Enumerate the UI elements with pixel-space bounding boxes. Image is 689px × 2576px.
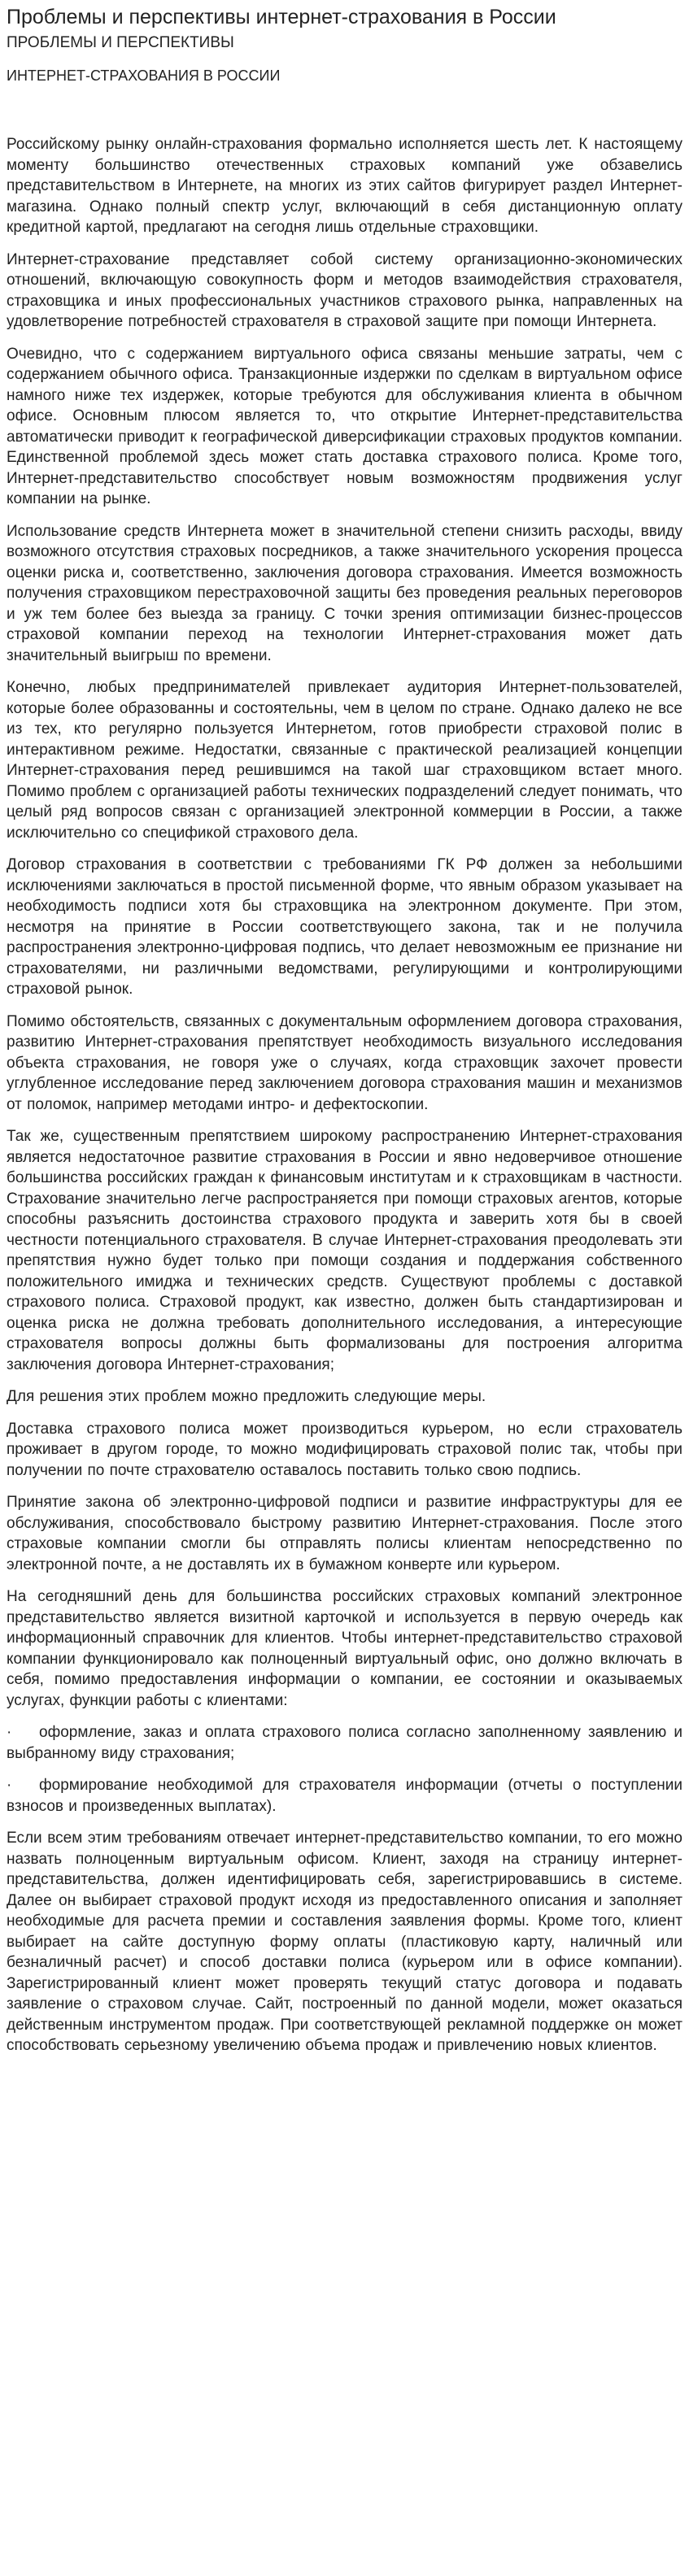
- paragraph: На сегодняшний день для большинства российских страховых компаний электронное представительство является визитной карточкой и используется в первую очередь как информационный справочник для клиентов. Чтобы интернет-представительство страховой компании функционировало как полноценный виртуальный офис, оно должно включать в себя, помимо предоставления информации о компании, ее состоянии и оказываемых услугах, функции работы с клиентами:: [7, 1588, 682, 1709]
- paragraph: Помимо обстоятельств, связанных с документальным оформлением договора страхования, развитию Интернет-страхования препятствует необходимость визуального исследования объекта страхования, не говоря уже о случаях, когда страховщик захочет провести углубленное исследование перед заключением договора страхования машин и механизмов от поломок, например методами интро- и дефектоскопии.: [7, 1012, 682, 1113]
- article-body: [7, 134, 682, 2056]
- article-subtitle-2: ИНТЕРНЕТ-СТРАХОВАНИЯ В РОССИИ: [7, 67, 281, 84]
- bullet-icon: ·: [7, 1724, 12, 1742]
- paragraph: Конечно, любых предпринимателей привлекает аудитория Интернет-пользователей, которые более образованны и состоятельны, чем в целом по стране. Однако далеко не все из тех, кто регулярно пользуется Интернетом, готов приобрести страховой полис в интерактивном режиме. Недостатки, связанные с практической реализацией концепции Интернет-страхования перед решившимся на такой шаг страховщиком встает много. Помимо проблем с организацией работы технических подразделений следует понимать, что целый ряд вопросов связан с организацией электронной коммерции в России, а также исключительно со спецификой страхового дела.: [7, 679, 682, 842]
- closing-paragraph: Если всем этим требованиям отвечает интернет-представительство компании, то его можно назвать полноценным виртуальным офисом. Клиент, заходя на страницу интернет-представительства, должен идентифицировать себя, зарегистрировавшись в системе. Далее он выбирает страховой продукт исходя из предоставленного описания и заполняет необходимые для расчета премии и составления заявления формы. Кроме того, клиент выбирает на сайте доступную форму оплаты (пластиковую карту, наличный или безналичный расчет) и способ доставки полиса (курьером или в офисе компании). Зарегистрированный клиент может проверять текущий статус договора и подавать заявление о страховом случае. Сайт, построенный по данной модели, может оказаться действенным инструментом продаж. При соответствующей рекламной поддержке он может способствовать серьезному увеличению объема продаж и привлечению новых клиентов.: [7, 1830, 682, 2055]
- paragraph: Доставка страхового полиса может производиться курьером, но если страхователь проживает в другом городе, то можно модифицировать страховой полис так, чтобы при получении по почте страхователю оставалось поставить только свою подпись.: [7, 1420, 682, 1479]
- paragraph: Принятие закона об электронно-цифровой подписи и развитие инфраструктуры для ее обслуживания, способствовало быстрому развитию Интернет-страхования. После этого страховые компании смогли бы отправлять полисы клиентам непосредственно по электронной почте, а не доставлять их в бумажном конверте или курьером.: [7, 1494, 682, 1573]
- list-item-text: формирование необходимой для страхователя информации (отчеты о поступлении взносов и произведенных выплатах).: [7, 1777, 682, 1815]
- paragraph: Использование средств Интернета может в значительной степени снизить расходы, ввиду возможного отсутствия страховых посредников, а также значительного ускорения процесса оценки риска и, соответственно, заключения договора страхования. Имеется возможность получения страховщиком перестраховочной защиты без проведения реальных переговоров и уж тем более без выезда за границу. С точки зрения оптимизации бизнес-процессов страховой компании переход на технологии Интернет-страхования может дать значительный выигрыш по времени.: [7, 522, 682, 664]
- paragraph: Российскому рынку онлайн-страхования формально исполняется шесть лет. К настоящему моменту большинство отечественных страховых компаний уже обзавелись представительством в Интернете, на многих из этих сайтов фигурирует раздел Интернет-магазина. Однако полный спектр услуг, включающий в себя дистанционную оплату кредитной картой, предлагают на сегодня лишь отдельные страховщики.: [7, 136, 682, 237]
- list-item: [7, 1775, 682, 1817]
- article-subtitle-1: ПРОБЛЕМЫ И ПЕРСПЕКТИВЫ: [7, 34, 234, 52]
- article-page: [0, 5, 689, 2056]
- list-item: [7, 1722, 682, 1764]
- paragraph: Для решения этих проблем можно предложить следующие меры.: [7, 1388, 486, 1406]
- paragraph: Интернет-страхование представляет собой систему организационно-экономических отношений, включающую совокупность форм и методов взаимодействия страхователя, страховщика и иных профессиональных участников страхового рынка, направленных на удовлетворение потребностей страхователя в страховой защите при помощи Интернета.: [7, 250, 682, 331]
- paragraph: Договор страхования в соответствии с требованиями ГК РФ должен за небольшими исключениями заключаться в простой письменной форме, что явным образом указывает на необходимость подписи хотя бы страховщика на электронном документе. При этом, несмотря на принятие в России соответствующего закона, так и не получила распространения электронно-цифровая подпись, что делает невозможным ее признание ни страхователями, ни различными ведомствами, регулирующими и контролирующими страховой рынок.: [7, 856, 682, 999]
- page-title: Проблемы и перспективы интернет-страхования в России: [7, 6, 556, 28]
- paragraph: Так же, существенным препятствием широкому распространению Интернет-страхования является недостаточное развитие страхования в России и явно недоверчивое отношение большинства российских граждан к финансовым институтам и к страховщикам в частности. Страхование значительно легче распространяется при помощи страховых агентов, которые способны разъяснить достоинства страхового продукта и заверить хотя бы в своей честности потенциального страхователя. В случае Интернет-страхования преодолевать эти препятствия нужно будет только при помощи создания и поддержания собственного положительного имиджа и технических средств. Существуют проблемы с доставкой страхового полиса. Страховой продукт, как известно, должен быть стандартизирован и оценка риска не должна требовать дополнительного исследования, а интересующие страхователя вопросы должны быть формализованы для построения алгоритма заключения договора Интернет-страхования;: [7, 1128, 682, 1373]
- paragraph: Очевидно, что с содержанием виртуального офиса связаны меньшие затраты, чем с содержанием обычного офиса. Транзакционные издержки по сделкам в виртуальном офисе намного ниже тех издержек, которые требуются для обслуживания клиента в обычном офисе. Основным плюсом является то, что открытие Интернет-представительства автоматически приводит к географической диверсификации страховых продуктов компании. Единственной проблемой здесь может стать доставка страхового полиса. Кроме того, Интернет-представительство способствует новым возможностям продвижения услуг компании на рынке.: [7, 345, 682, 508]
- list-item-text: оформление, заказ и оплата страхового полиса согласно заполненному заявлению и выбранному виду страхования;: [7, 1724, 682, 1762]
- bullet-icon: ·: [7, 1777, 12, 1795]
